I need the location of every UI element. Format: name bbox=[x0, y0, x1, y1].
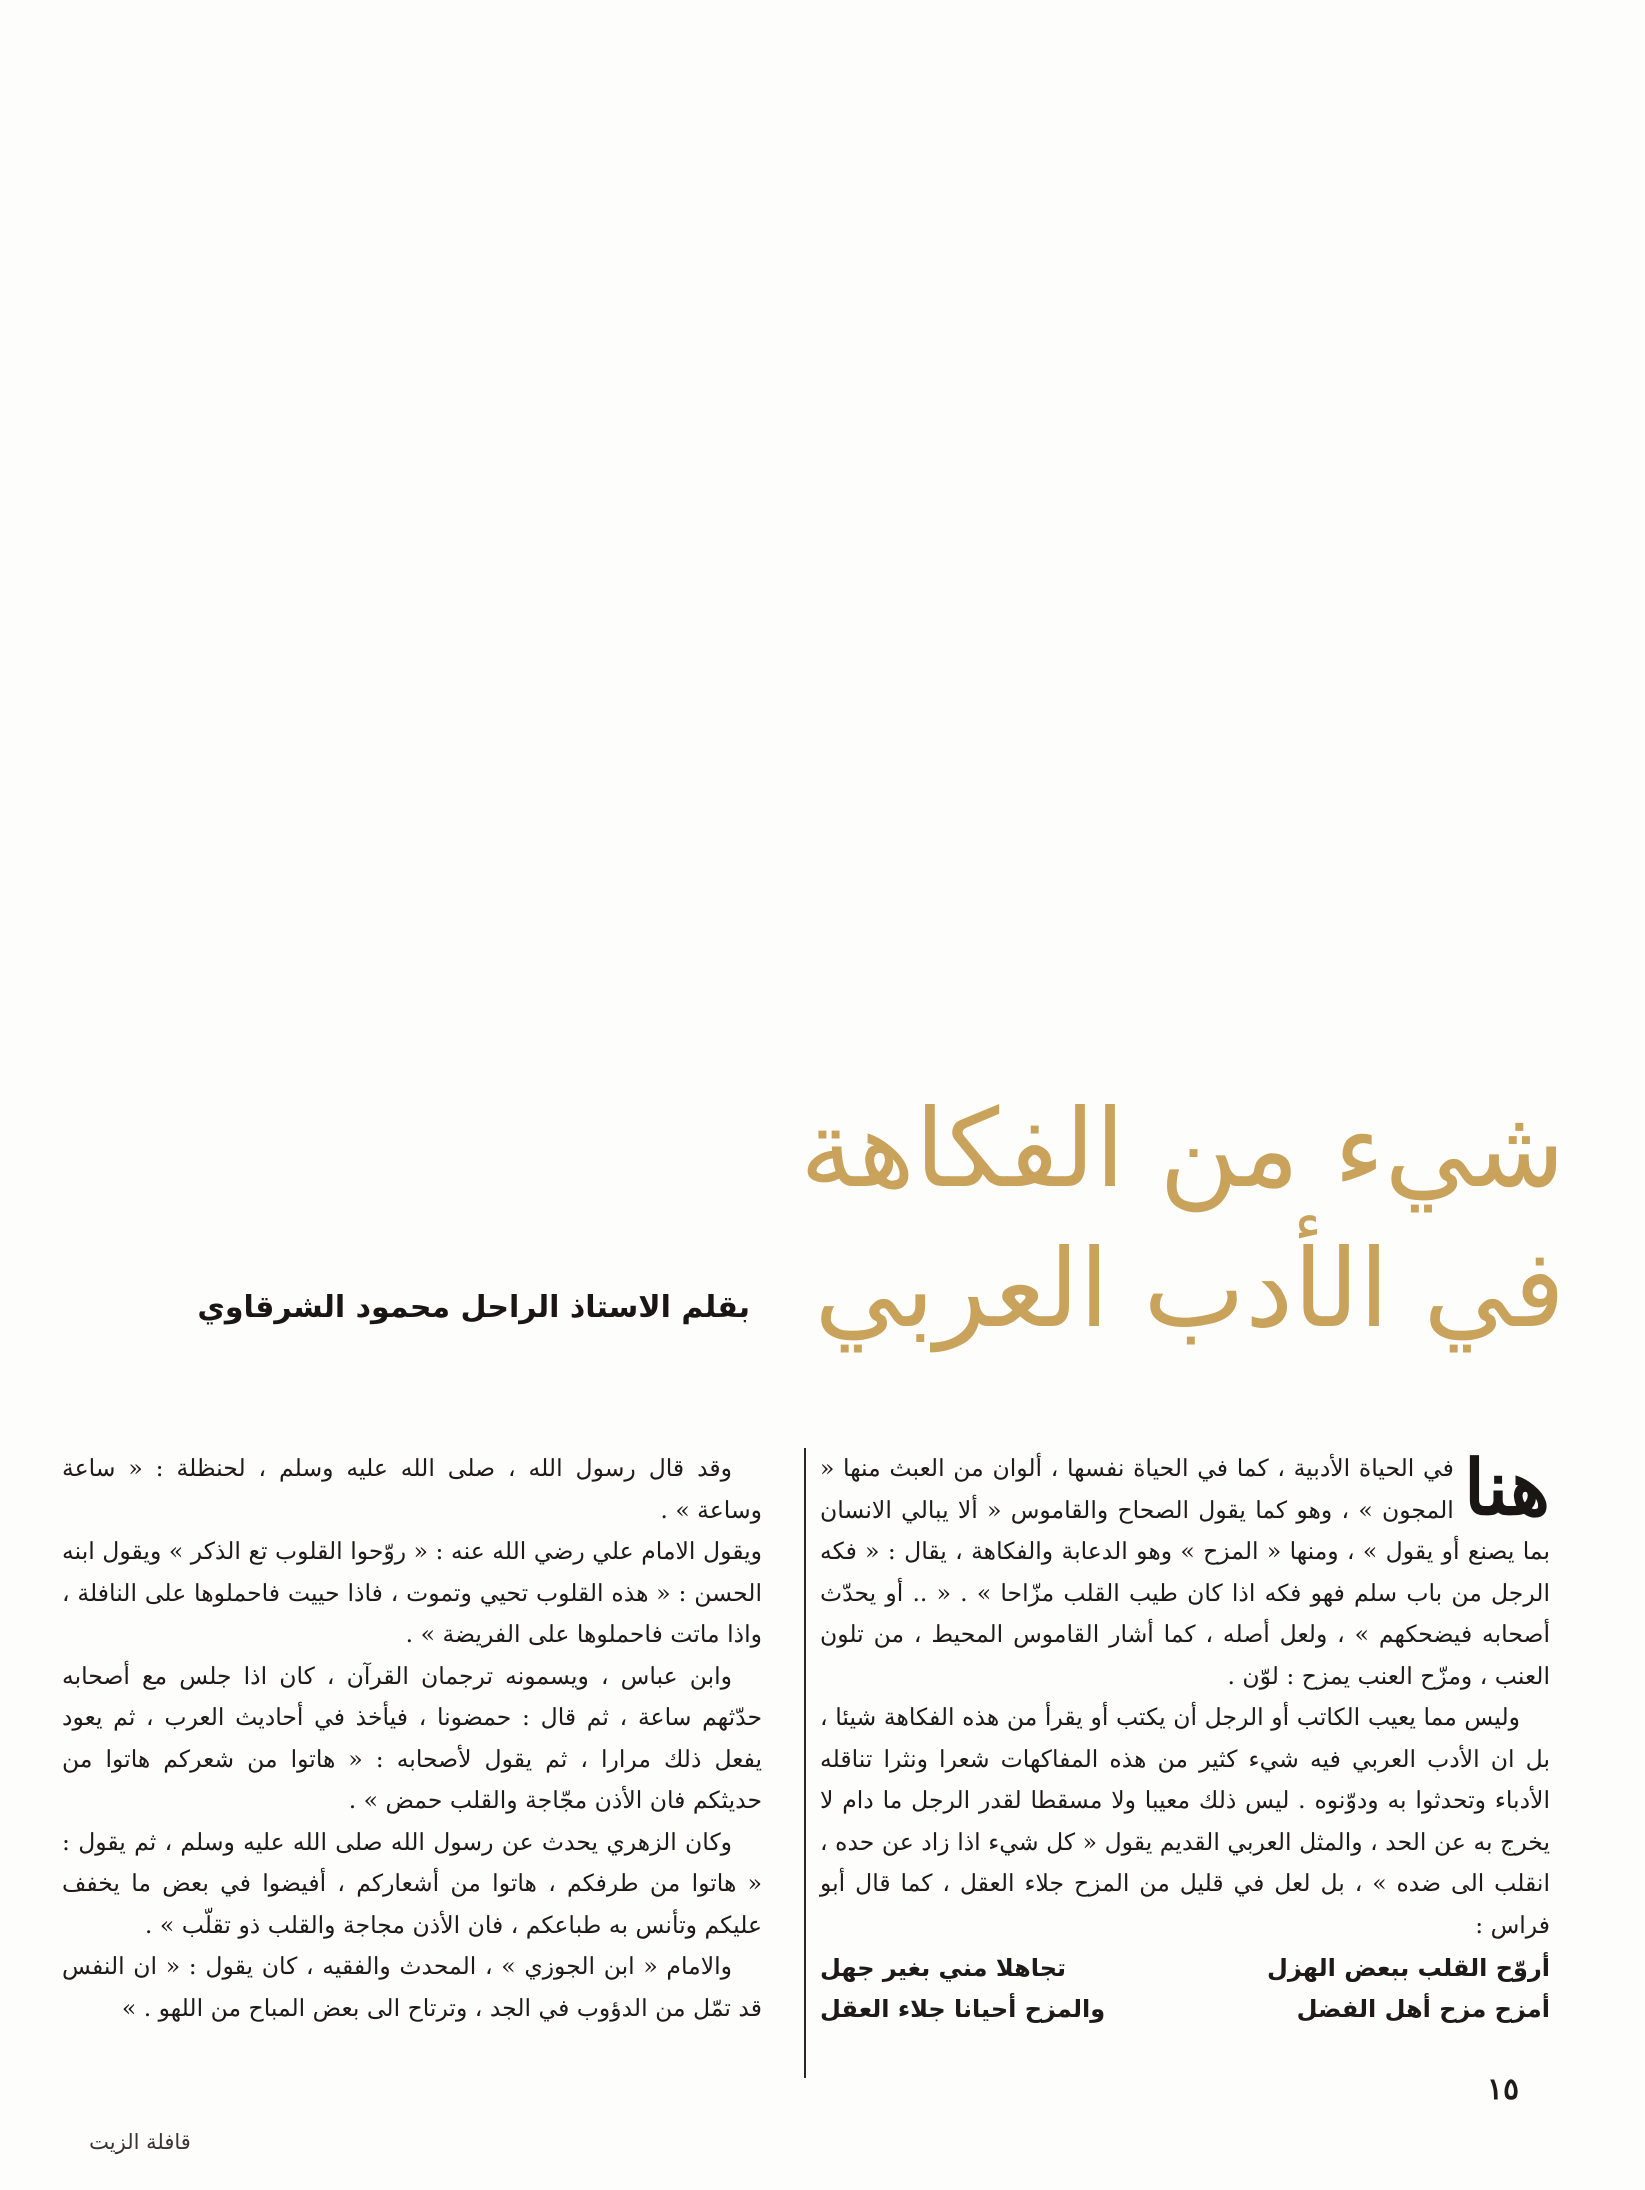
verse-hemistich-first: أروّح القلب ببعض الهزل bbox=[1267, 1954, 1550, 1982]
title-line-1: شيء من الفكاهة bbox=[800, 1087, 1565, 1212]
verse-line bbox=[820, 1948, 1550, 1989]
poem-verse bbox=[820, 1948, 1550, 2030]
magazine-name: قافلة الزيت bbox=[89, 2130, 191, 2154]
paragraph-text: في الحياة الأدبية ، كما في الحياة نفسها ، ألوان من العبث منها « المجون » ، وهو كما يقول الصحاح والقاموس « ألا يبالي الانسان بما يصنع أو يقول » ، ومنها « المزح » وهو الدعابة والفكاهة ، يقال : « فكه الرجل من باب سلم فهو فكه اذا كان طيب القلب مزّاحا » . « .. أو يحدّث أصحابه فيضحكهم » ، ولعل أصله ، كما أشار القاموس المحيط ، من تلون العنب ، ومزّح العنب يمزح : لوّن . bbox=[820, 1454, 1550, 1690]
dropcap: هنا bbox=[1463, 1443, 1550, 1532]
paragraph: وليس مما يعيب الكاتب أو الرجل أن يكتب أو يقرأ من هذه الفكاهة شيئا ، بل ان الأدب العربي فيه شيء كثير من هذه المفاكهات شعرا ونثرا تناقله الأدباء وتحدثوا به ودوّنوه . ليس ذلك معيبا ولا مسقطا لقدر الرجل ما دام لا يخرج به عن الحد ، والمثل العربي القديم يقول « كل شيء اذا زاد عن حده ، انقلب الى ضده » ، بل لعل في قليل من المزح جلاء العقل ، كما قال أبو فراس : bbox=[820, 1703, 1550, 1939]
article-title bbox=[800, 1080, 1565, 1370]
paragraph: وقد قال رسول الله ، صلى الله عليه وسلم ، لحنظلة : « ساعة وساعة » . bbox=[62, 1454, 762, 1524]
paragraph: وكان الزهري يحدث عن رسول الله صلى الله عليه وسلم ، ثم يقول : « هاتوا من طرفكم ، هاتوا من أشعاركم ، أفيضوا في بعض ما يخفف عليكم وتأنس به طباعكم ، فان الأذن مجاجة والقلب ذو تقلّب » . bbox=[62, 1827, 762, 1939]
verse-hemistich-first: أمزح مزح أهل الفضل bbox=[1296, 1995, 1550, 2023]
verse-hemistich-second: والمزح أحيانا جلاء العقل bbox=[820, 1995, 1106, 2023]
column-divider bbox=[804, 1448, 806, 2078]
paragraph: وابن عباس ، ويسمونه ترجمان القرآن ، كان اذا جلس مع أصحابه حدّثهم ساعة ، ثم قال : حمضونا ، فيأخذ في أحاديث العرب ، ثم يعود يفعل ذلك مرارا ، ثم يقول لأصحابه : « هاتوا من شعركم هاتوا من حديثكم فان الأذن مجّاجة والقلب حمض » . bbox=[62, 1661, 762, 1814]
title-line-2: في الأدب العربي bbox=[814, 1227, 1565, 1352]
article-column-left bbox=[62, 1448, 762, 2029]
page-number: ١٥ bbox=[1486, 2072, 1520, 2107]
paragraph: ويقول الامام علي رضي الله عنه : « روّحوا القلوب تع الذكر » ويقول ابنه الحسن : « هذه القلوب تحيي وتموت ، فاذا حييت فاحملوها على النافلة ، واذا ماتت فاحملوها على الفريضة » . bbox=[62, 1537, 762, 1648]
author-byline: بقلم الاستاذ الراحل محمود الشرقاوي bbox=[197, 1290, 750, 1325]
paragraph: والامام « ابن الجوزي » ، المحدث والفقيه ، كان يقول : « ان النفس قد تمّل من الدؤوب في الجد ، وترتاح الى بعض المباح من اللهو . » bbox=[62, 1952, 762, 2022]
paragraph bbox=[820, 1443, 1550, 1697]
verse-line bbox=[820, 1989, 1550, 2030]
article-column-right bbox=[820, 1443, 1550, 2030]
verse-hemistich-second: تجاهلا مني بغير جهل bbox=[820, 1954, 1067, 1982]
